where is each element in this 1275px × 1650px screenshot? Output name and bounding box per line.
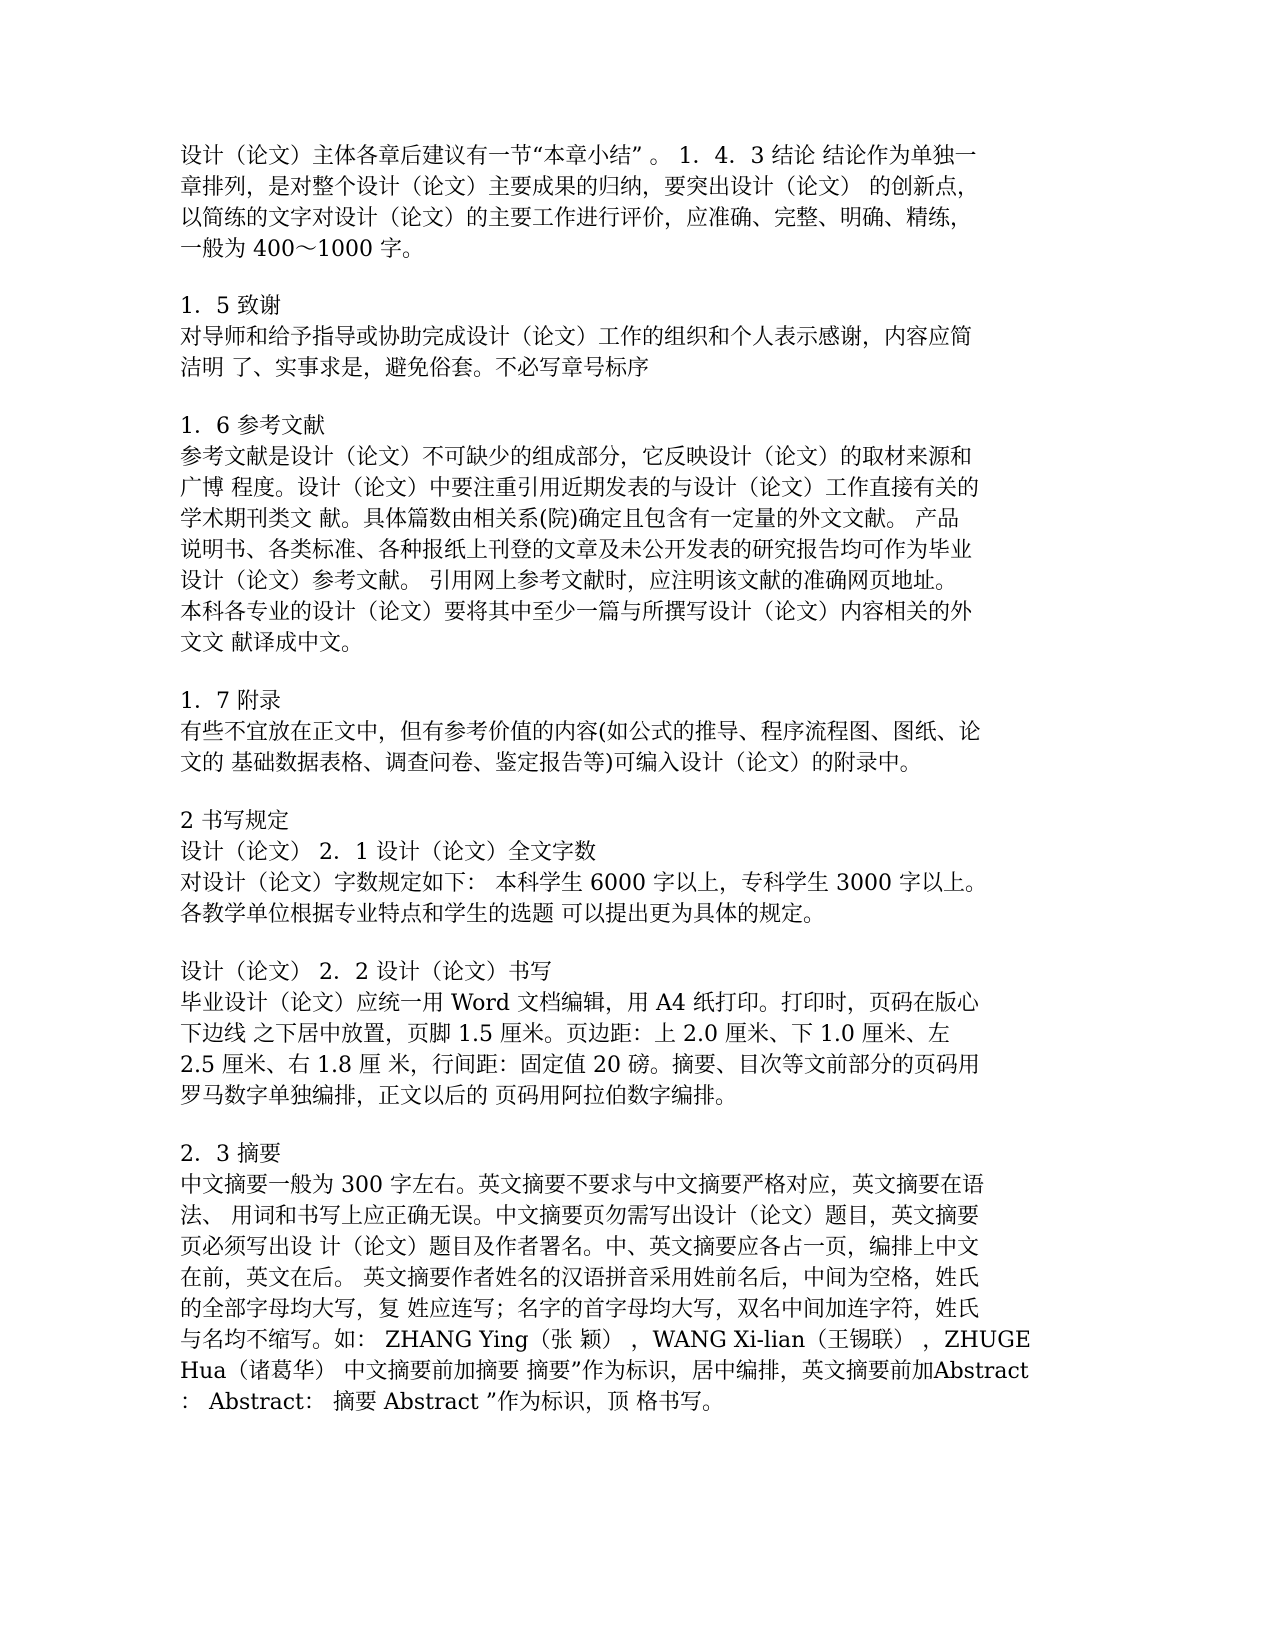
text-line: 罗马数字单独编排，正文以后的 页码用阿拉伯数字编排。: [180, 1084, 737, 1109]
section-heading: 2 书写规定: [180, 809, 289, 834]
text-line: 有些不宜放在正文中，但有参考价值的内容(如公式的推导、程序流程图、图纸、论: [180, 720, 981, 745]
text-line: 中文摘要一般为 300 字左右。英文摘要不要求与中文摘要严格对应，英文摘要在语: [180, 1173, 984, 1198]
text-line: 文的 基础数据表格、调查问卷、鉴定报告等)可编入设计（论文）的附录中。: [180, 751, 922, 776]
text-line: 洁明 了、实事求是，避免俗套。不必写章号标序: [180, 356, 649, 381]
text-line: 以简练的文字对设计（论文）的主要工作进行评价，应准确、完整、明确、精练，: [180, 206, 973, 231]
section-heading: 1．7 附录: [180, 689, 281, 714]
text-line: 设计（论文）主体各章后建议有一节“本章小结” 。 1．4．3 结论 结论作为单独一: [180, 144, 977, 169]
text-line: Hua（诸葛华） 中文摘要前加摘要 摘要”作为标识，居中编排，英文摘要前加Abstract: [180, 1359, 1029, 1384]
text-line: 毕业设计（论文）应统一用 Word 文档编辑，用 A4 纸打印。打印时，页码在版心: [180, 991, 979, 1016]
text-line: 章排列，是对整个设计（论文）主要成果的归纳，要突出设计（论文） 的创新点，: [180, 175, 979, 200]
text-line: 参考文献是设计（论文）不可缺少的组成部分，它反映设计（论文）的取材来源和: [180, 445, 973, 470]
section-heading: 2．3 摘要: [180, 1142, 281, 1167]
text-line: 学术期刊类文 献。具体篇数由相关系(院)确定且包含有一定量的外文文献。 产品: [180, 507, 960, 532]
text-line: 2.5 厘米、右 1.8 厘 米，行间距：固定值 20 磅。摘要、目次等文前部分的页码用: [180, 1053, 980, 1078]
text-line: 的全部字母均大写，复 姓应连写；名字的首字母均大写，双名中间加连字符，姓氏: [180, 1297, 979, 1322]
text-line: 一般为 400～1000 字。: [180, 237, 424, 262]
text-line: 广博 程度。设计（论文）中要注重引用近期发表的与设计（论文）工作直接有关的: [180, 476, 979, 501]
text-line: 与名均不缩写。如： ZHANG Ying（张 颖） ，WANG Xi-lian（王锡联） ，ZHUGE: [180, 1328, 1031, 1353]
text-line: 法、 用词和书写上应正确无误。中文摘要页勿需写出设计（论文）题目，英文摘要: [180, 1204, 979, 1229]
section-heading: 1．6 参考文献: [180, 414, 325, 439]
text-line: 说明书、各类标准、各种报纸上刊登的文章及未公开发表的研究报告均可作为毕业: [180, 538, 973, 563]
text-line: 下边线 之下居中放置，页脚 1.5 厘米。页边距：上 2.0 厘米、下 1.0 厘米、左: [180, 1022, 950, 1047]
section-heading: 1．5 致谢: [180, 294, 281, 319]
subsection-heading: 设计（论文） 2．1 设计（论文）全文字数: [180, 840, 596, 865]
text-line: 各教学单位根据专业特点和学生的选题 可以提出更为具体的规定。: [180, 902, 825, 927]
subsection-heading: 设计（论文） 2．2 设计（论文）书写: [180, 960, 552, 985]
text-line: 页必须写出设 计（论文）题目及作者署名。中、英文摘要应各占一页，编排上中文: [180, 1235, 979, 1260]
text-line: 本科各专业的设计（论文）要将其中至少一篇与所撰写设计（论文）内容相关的外: [180, 600, 973, 625]
text-line: 文文 献译成中文。: [180, 631, 363, 656]
text-line: 设计（论文）参考文献。 引用网上参考文献时，应注明该文献的准确网页地址。: [180, 569, 957, 594]
text-line: ： Abstract： 摘要 Abstract ”作为标识，顶 格书写。: [180, 1390, 725, 1415]
text-line: 在前，英文在后。 英文摘要作者姓名的汉语拼音采用姓前名后，中间为空格，姓氏: [180, 1266, 979, 1291]
text-line: 对导师和给予指导或协助完成设计（论文）工作的组织和个人表示感谢，内容应简: [180, 325, 973, 350]
text-line: 对设计（论文）字数规定如下： 本科学生 6000 字以上，专科学生 3000 字以上。: [180, 871, 987, 896]
